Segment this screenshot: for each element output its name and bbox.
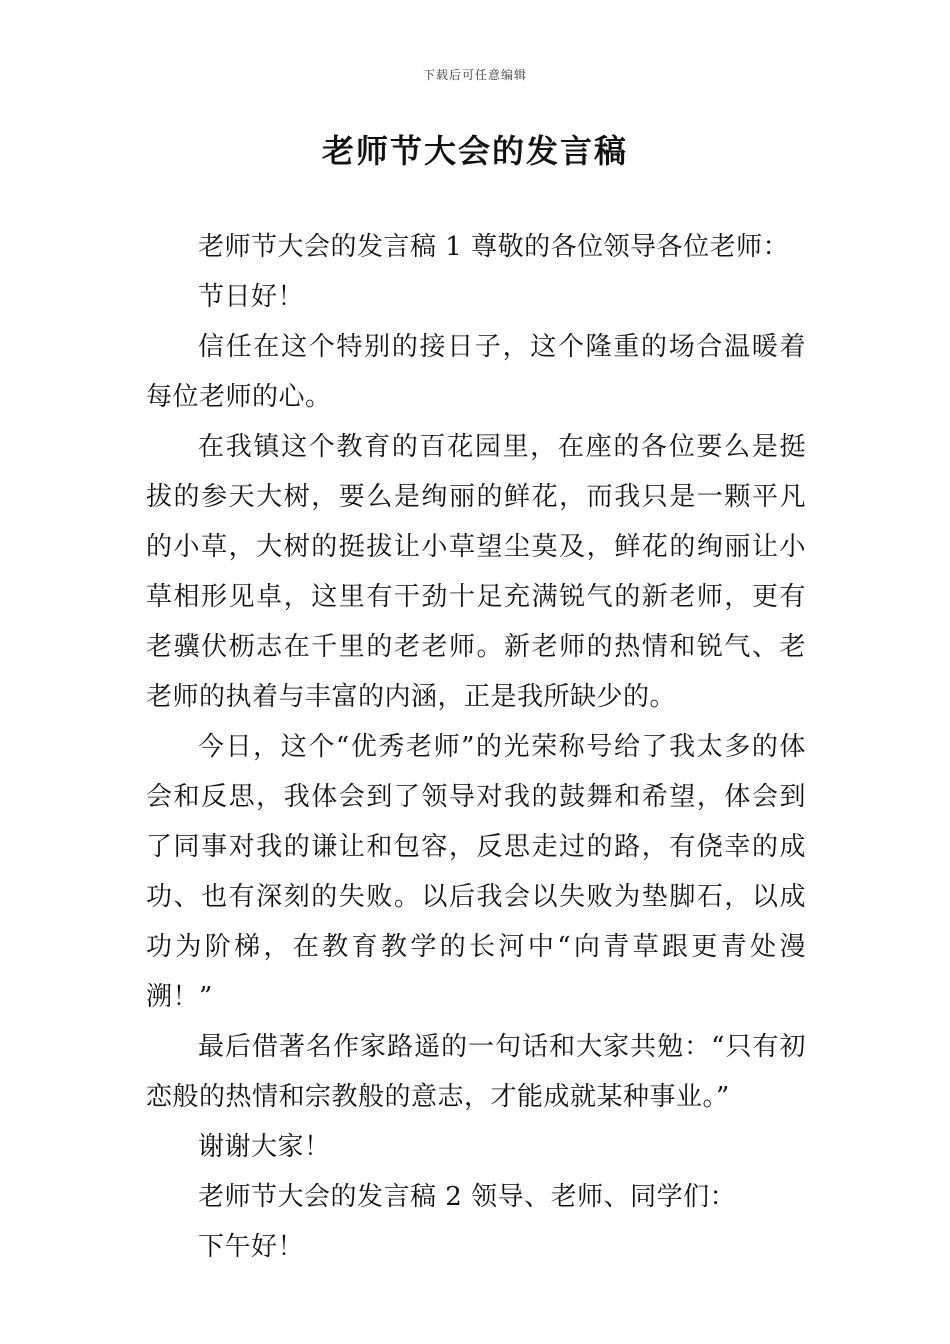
- paragraph: 节日好！: [198, 282, 305, 312]
- document-title: 老师节大会的发言稿: [321, 132, 628, 170]
- paragraph: 信任在这个特别的接日子，这个隆重的场合温暖着每位老师的心。: [146, 332, 806, 412]
- paragraph: 老师节大会的发言稿 1 尊敬的各位领导各位老师：: [198, 232, 790, 262]
- paragraph: 谢谢大家！: [198, 1132, 331, 1162]
- document-body: [146, 222, 806, 1272]
- paragraph: 老师节大会的发言稿 2 领导、老师、同学们：: [198, 1182, 737, 1212]
- paragraph: 下午好！: [198, 1232, 305, 1262]
- paragraph: 今日，这个“优秀老师”的光荣称号给了我太多的体会和反思，我体会到了领导对我的鼓舞和希望，体会到了同事对我的谦让和包容，反思走过的路，有侥幸的成功、也有深刻的失败。以后我会以失败为垫脚石，以成功为阶梯，在教育教学的长河中“向青草跟更青处漫溯！”: [146, 732, 806, 1012]
- paragraph: 最后借著名作家路遥的一句话和大家共勉：“只有初恋般的热情和宗教般的意志，才能成就某种事业。”: [146, 1032, 806, 1112]
- header-note: 下载后可任意编辑: [422, 68, 527, 82]
- paragraph: 在我镇这个教育的百花园里，在座的各位要么是挺拔的参天大树，要么是绚丽的鲜花，而我只是一颗平凡的小草，大树的挺拔让小草望尘莫及，鲜花的绚丽让小草相形见卓，这里有干劲十足充满锐气的新老师，更有老骥伏枥志在千里的老老师。新老师的热情和锐气、老老师的执着与丰富的内涵，正是我所缺少的。: [146, 432, 806, 712]
